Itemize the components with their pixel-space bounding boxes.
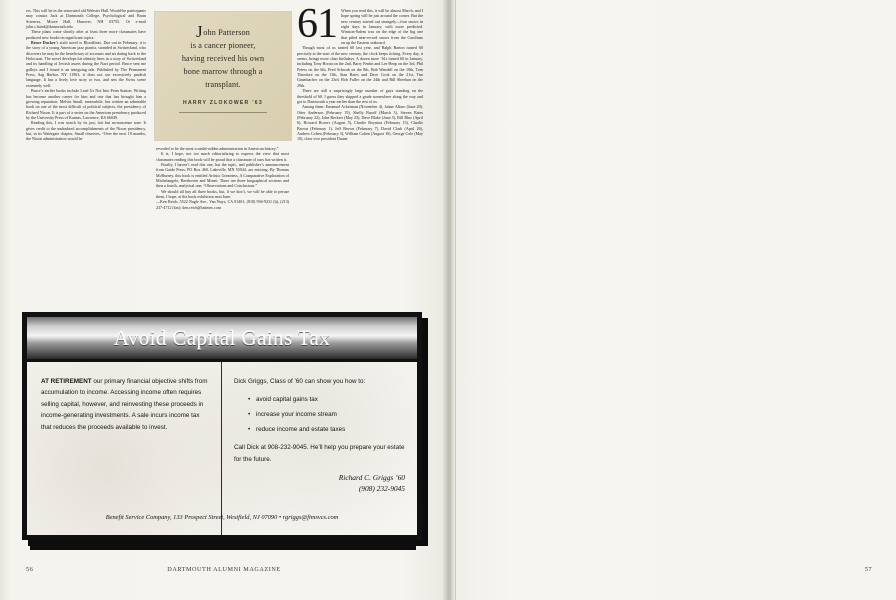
ad-signature-name: Richard C. Griggs ’60	[338, 473, 405, 483]
list-item: • increase your income stream	[256, 407, 405, 422]
pull-quote-dropcap: J	[195, 22, 203, 41]
ad-left-lead: AT RETIREMENT	[41, 378, 92, 385]
name-emphasis: Bruce Ducker	[31, 40, 56, 46]
pull-quote-line: transplant.	[205, 80, 241, 89]
paragraph: Reading this, I was struck by its just, fair but no-nonsense tone. It gives credit to the undoubted accomplishments of the Nixon presidency, but, in its Watergate chapter, Small observes, “Over the next 18 months, the Nixon administration would be	[26, 120, 146, 142]
ad-right-intro: Dick Griggs, Class of ’60 can show you how to:	[234, 378, 366, 385]
pull-quote-rule	[179, 112, 267, 113]
ad-headline: Avoid Capital Gains Tax	[113, 325, 331, 350]
ad-left-column	[27, 362, 222, 535]
ad-left-text	[41, 376, 209, 433]
paragraph: We should all buy all three books, but, if we don’t, we will be able to peruse them, I hope, at the book exhibition next June.	[156, 188, 289, 200]
paragraph: It is, I hope, not too much editorializing to express the view that most classmates reading this book will be proud that a classmate of ours has written it.	[156, 151, 289, 162]
paragraph	[26, 40, 146, 88]
page-gutter	[443, 0, 455, 600]
ad-capital-gains[interactable]	[22, 312, 422, 540]
paragraph-rest: ’s sixth novel is Bloodlines. Due out in February, it is the story of a young American jazz pianist, stranded in Switzerland, who discovers he may be the beneficiary of accounts and art dating back to the Holocaust. The novel develops his identity lines in a story of Switzerland and its handling of Jewish assets during the Nazi period. Bruce sent me galleys and I found it an intriguing tale. Published by The Permanent Press, Sag Harbor, NY 11963, it does not use excessively prudish language. It has a lively love story or two, and sets the Swiss scene extremely well.	[26, 40, 146, 88]
list-item: • reduce income and estate taxes	[256, 422, 405, 437]
ad-bottom-bar	[30, 537, 416, 550]
paragraph: Among them: Emanuel Ackerman (November 4), Jaime Alfaro (June 20), Otter Anderson (February 19), Shelly Baroff (March 3), Steven Bates (February 22), John Beckert (May 23), Dave Blake (June 5), Bill Blue (April 6), Howard Bovers (August 5), Charlie Boynton (February 15), Charlie Brown (February 1), Jeff Brown (February 7), David Clark (April 26), Andrew Cohen (February 3), William Cohen (August 16), George Cole (May 10), class vice president Duane	[297, 104, 423, 142]
pull-quote-line: is a cancer pioneer,	[190, 41, 256, 50]
ad-headline-band	[27, 317, 417, 362]
paragraph: ers. This will be in the renovated old Webster Hall. Would-be participants may contact Jack at Dartmouth College, Psychological and Brain Sciences, Moore Hall, Hanover, NH 03755. Or e-mail john.c.baird@dartmouth.edu.	[26, 8, 146, 30]
ad-body	[27, 362, 417, 535]
spine-line	[455, 0, 456, 600]
paragraph: There are still a surprisingly large number of guys standing on the threshold of 60. I guess they skipped a grade somewhere along the way and got to Dartmouth a year earlier than the rest of us.	[297, 88, 423, 104]
paragraph: Though most of us turned 60 last year, and Ralph Barton turned 60 precisely at the start of the new century, the clock keeps ticking. Every day, it seems, brings more class birthdays. A dozen more ’61s turned 60 in January, including Tony Horan on the 2nd, Barry Fentin and Lee Heap on the 3rd, Phil Peters on the 6th, Fred Schwab on the 8th, Bob Wendell on the 10th, Tom Theodore on the 13th, Stan Bates and Dave Cook on the 21st, Tim Grumbacher on the 23rd, Bob Fuller on the 24th and Bill Sheehan on the 29th.	[297, 45, 423, 88]
paragraph: Bruce’s earlier books include Lead Us Not Into Penn Station. Writing has become another career for him and one that has brought him a growing reputation. Melvin Small, meanwhile, has written an admirable book on one of the most difficult of political subjects, the presidency of Richard Nixon. It is part of a series on the American presidency produced by the University Press of Kansas, Lawrence, KS 66049.	[26, 88, 146, 120]
ad-benefit-list	[234, 392, 405, 437]
ad-right-column	[222, 362, 417, 535]
ad-frame	[22, 312, 422, 540]
left-col-1	[26, 8, 146, 304]
column-signoff: —Ken Reich, 5522 Nagle Ave., Van Nuys, CA 91401; (818) 994-9231 (h), (213) 237-4712 (fax); ken.reich@latimes.com	[156, 199, 289, 210]
ad-signature-phone: (908) 232-9045	[358, 483, 405, 493]
ad-signature	[234, 473, 405, 494]
ad-footer-line: Benefit Service Company, 133 Prospect Street, Westfield, NJ 07090 • rgriggs@fimsvcs.com	[105, 514, 339, 521]
folio-left: 56	[26, 566, 34, 573]
class-year-dropcap-61: 61	[297, 1, 337, 47]
pull-quote-line	[165, 22, 281, 41]
pull-quote	[155, 12, 291, 140]
paragraph: Finally, I haven’t read this one, but the topic, and publisher’s announcement from Gaide Press, PO Box 460, Lakeville, MN 55044, are enticing. By Thomas McBurney, this book is entitled Artistic Greatness, A Comparative Exploration of Michelangelo, Beethoven and Monet. There are three biographical sections and then a fourth, analytical one, “Observations and Conclusions.”	[156, 162, 289, 189]
paragraph: These plans come shortly after at least three more classmates have produced new books on significant topics.	[26, 29, 146, 40]
ad-inner	[27, 317, 417, 535]
running-foot-left: DARTMOUTH ALUMNI MAGAZINE	[167, 566, 281, 573]
left-col-2	[156, 146, 289, 304]
pull-quote-line: bone marrow through a	[183, 67, 263, 76]
left-col-3	[297, 1, 423, 304]
list-item: • avoid capital gains tax	[256, 392, 405, 407]
paragraph: When you read this, it will be almost March, and I hope spring will be just around the corner. But the new century started out strangely—four snows in eight days in January, with more predicted. Winston-Salem was on the edge of the big one that piled near-record snows from the Carolinas on up the Eastern seaboard.	[341, 8, 423, 46]
pull-quote-line: having received his own	[181, 54, 265, 63]
page-right	[448, 0, 896, 600]
ad-left-body: our primary financial objective shifts from accumulation to income. Accessing income often requires selling capital, however, and reinvesting these proceeds in income-generating investments. A sale incurs income tax that reduces the proceeds available to invest.	[41, 378, 208, 431]
ad-call-to-action: Call Dick at 908-232-9045. He’ll help you prepare your estate for the future.	[234, 444, 405, 463]
pull-quote-line-rest: ohn Patterson	[203, 28, 251, 37]
paragraph: revealed to be the most scandal-ridden administration in American history.”	[156, 146, 279, 151]
pull-quote-attribution: HARRY ZLOKOWER ’63	[183, 100, 263, 106]
folio-right: 57	[864, 566, 872, 573]
